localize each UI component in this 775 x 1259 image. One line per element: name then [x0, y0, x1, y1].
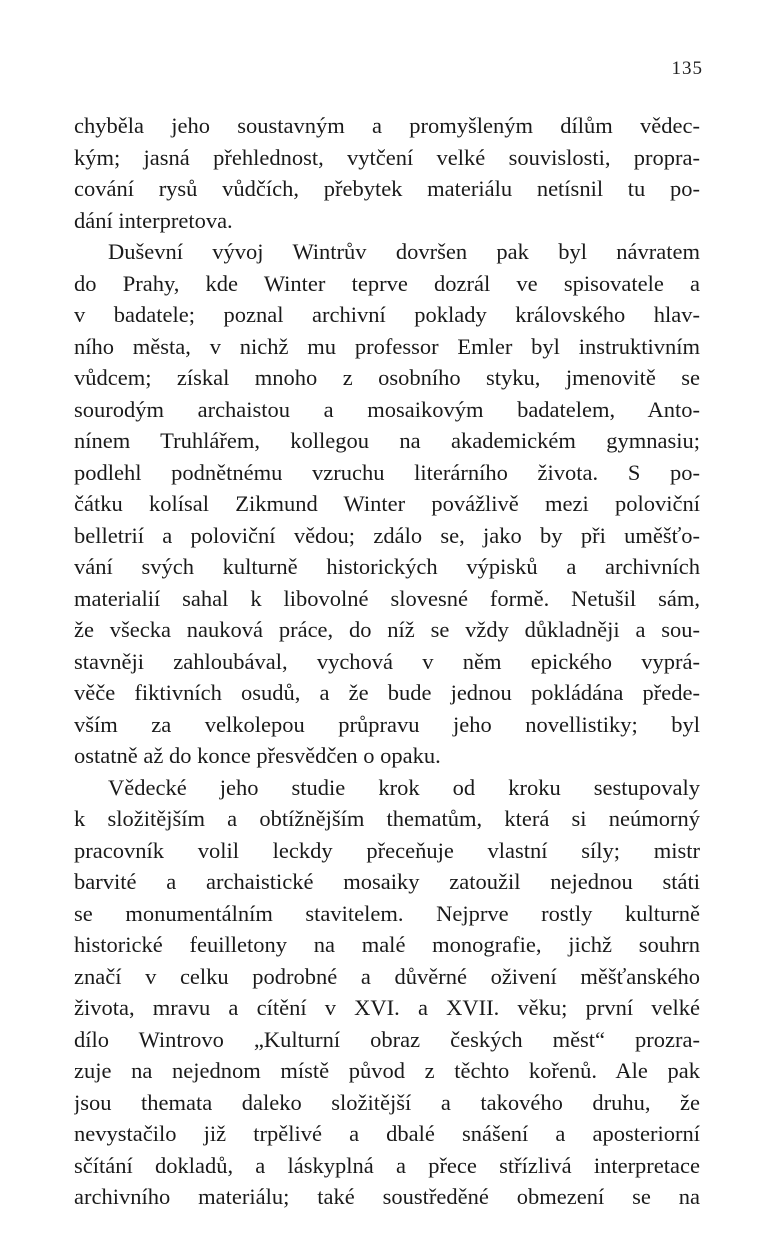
text-line: že všecka nauková práce, do níž se vždy důkladněji a sou-: [74, 617, 700, 642]
text-line: nínem Truhlářem, kollegou na akademickém gymnasiu;: [74, 428, 700, 453]
text-line: jsou themata daleko složitější a takového druhu, že: [74, 1089, 700, 1115]
text-line: sčítání dokladů, a láskyplná a přece střízlivá interpretace: [74, 1152, 700, 1178]
text-line: pracovník volil leckdy přeceňuje vlastní síly; mistr: [74, 837, 700, 863]
text-line: archivního materiálu; také soustředěné obmezení se na: [74, 1184, 700, 1209]
text-line: vání svých kulturně historických výpisků a archivních: [74, 554, 700, 579]
text-line: barvité a archaistické mosaiky zatoužil nejednou státi: [74, 869, 700, 894]
text-line: vůdcem; získal mnoho z osobního styku, jmenovitě se: [74, 365, 700, 390]
text-line: podlehl podnětnému vzruchu literárního života. S po-: [74, 459, 700, 485]
text-line: kým; jasná přehlednost, vytčení velké souvislosti, propra-: [74, 144, 700, 170]
page-number: 135: [671, 58, 703, 79]
text-line: zuje na nejednom místě původ z těchto kořenů. Ale pak: [74, 1058, 700, 1083]
text-line: do Prahy, kde Winter teprve dozrál ve spisovatele a: [74, 270, 700, 296]
text-line: nevystačilo již trpělivé a dbalé snášení a aposteriorní: [74, 1121, 700, 1146]
text-line: dání interpretova.: [74, 207, 233, 233]
text-line: ního města, v nichž mu professor Emler byl instruktivním: [74, 333, 700, 359]
text-line: v badatele; poznal archivní poklady královského hlav-: [74, 302, 700, 327]
text-line: čátku kolísal Zikmund Winter povážlivě mezi poloviční: [74, 491, 700, 516]
text-line: belletrií a poloviční vědou; zdálo se, jako by při uměšťo-: [74, 522, 700, 548]
text-line: Duševní vývoj Wintrův dovršen pak byl návratem: [108, 239, 700, 264]
body-text: [74, 110, 700, 1213]
text-line: se monumentálním stavitelem. Nejprve rostly kulturně: [74, 900, 700, 926]
text-line: k složitějším a obtížnějším thematům, která si neúmorný: [74, 806, 700, 831]
text-line: chyběla jeho soustavným a promyšleným dílům vědec-: [74, 113, 700, 138]
text-line: sourodým archaistou a mosaikovým badatelem, Anto-: [74, 396, 700, 422]
text-line: stavněji zahloubával, vychová v něm epického vyprá-: [74, 648, 700, 674]
text-line: věče fiktivních osudů, a že bude jednou pokládána přede-: [74, 680, 700, 705]
text-line: značí v celku podrobné a důvěrné oživení měšťanského: [74, 963, 700, 989]
text-line: vším za velkolepou průpravu jeho novellistiky; byl: [74, 711, 700, 737]
text-line: ostatně až do konce přesvědčen o opaku.: [74, 743, 441, 768]
text-line: Vědecké jeho studie krok od kroku sestupovaly: [108, 774, 700, 800]
text-line: historické feuilletony na malé monografie, jichž souhrn: [74, 932, 700, 957]
text-line: dílo Wintrovo „Kulturní obraz českých měst“ prozra-: [74, 1026, 700, 1052]
text-line: života, mravu a cítění v XVI. a XVII. věku; první velké: [74, 995, 700, 1020]
text-line: materialií sahal k libovolné slovesné formě. Netušil sám,: [74, 585, 700, 611]
text-line: cování rysů vůdčích, přebytek materiálu netísnil tu po-: [74, 176, 700, 201]
